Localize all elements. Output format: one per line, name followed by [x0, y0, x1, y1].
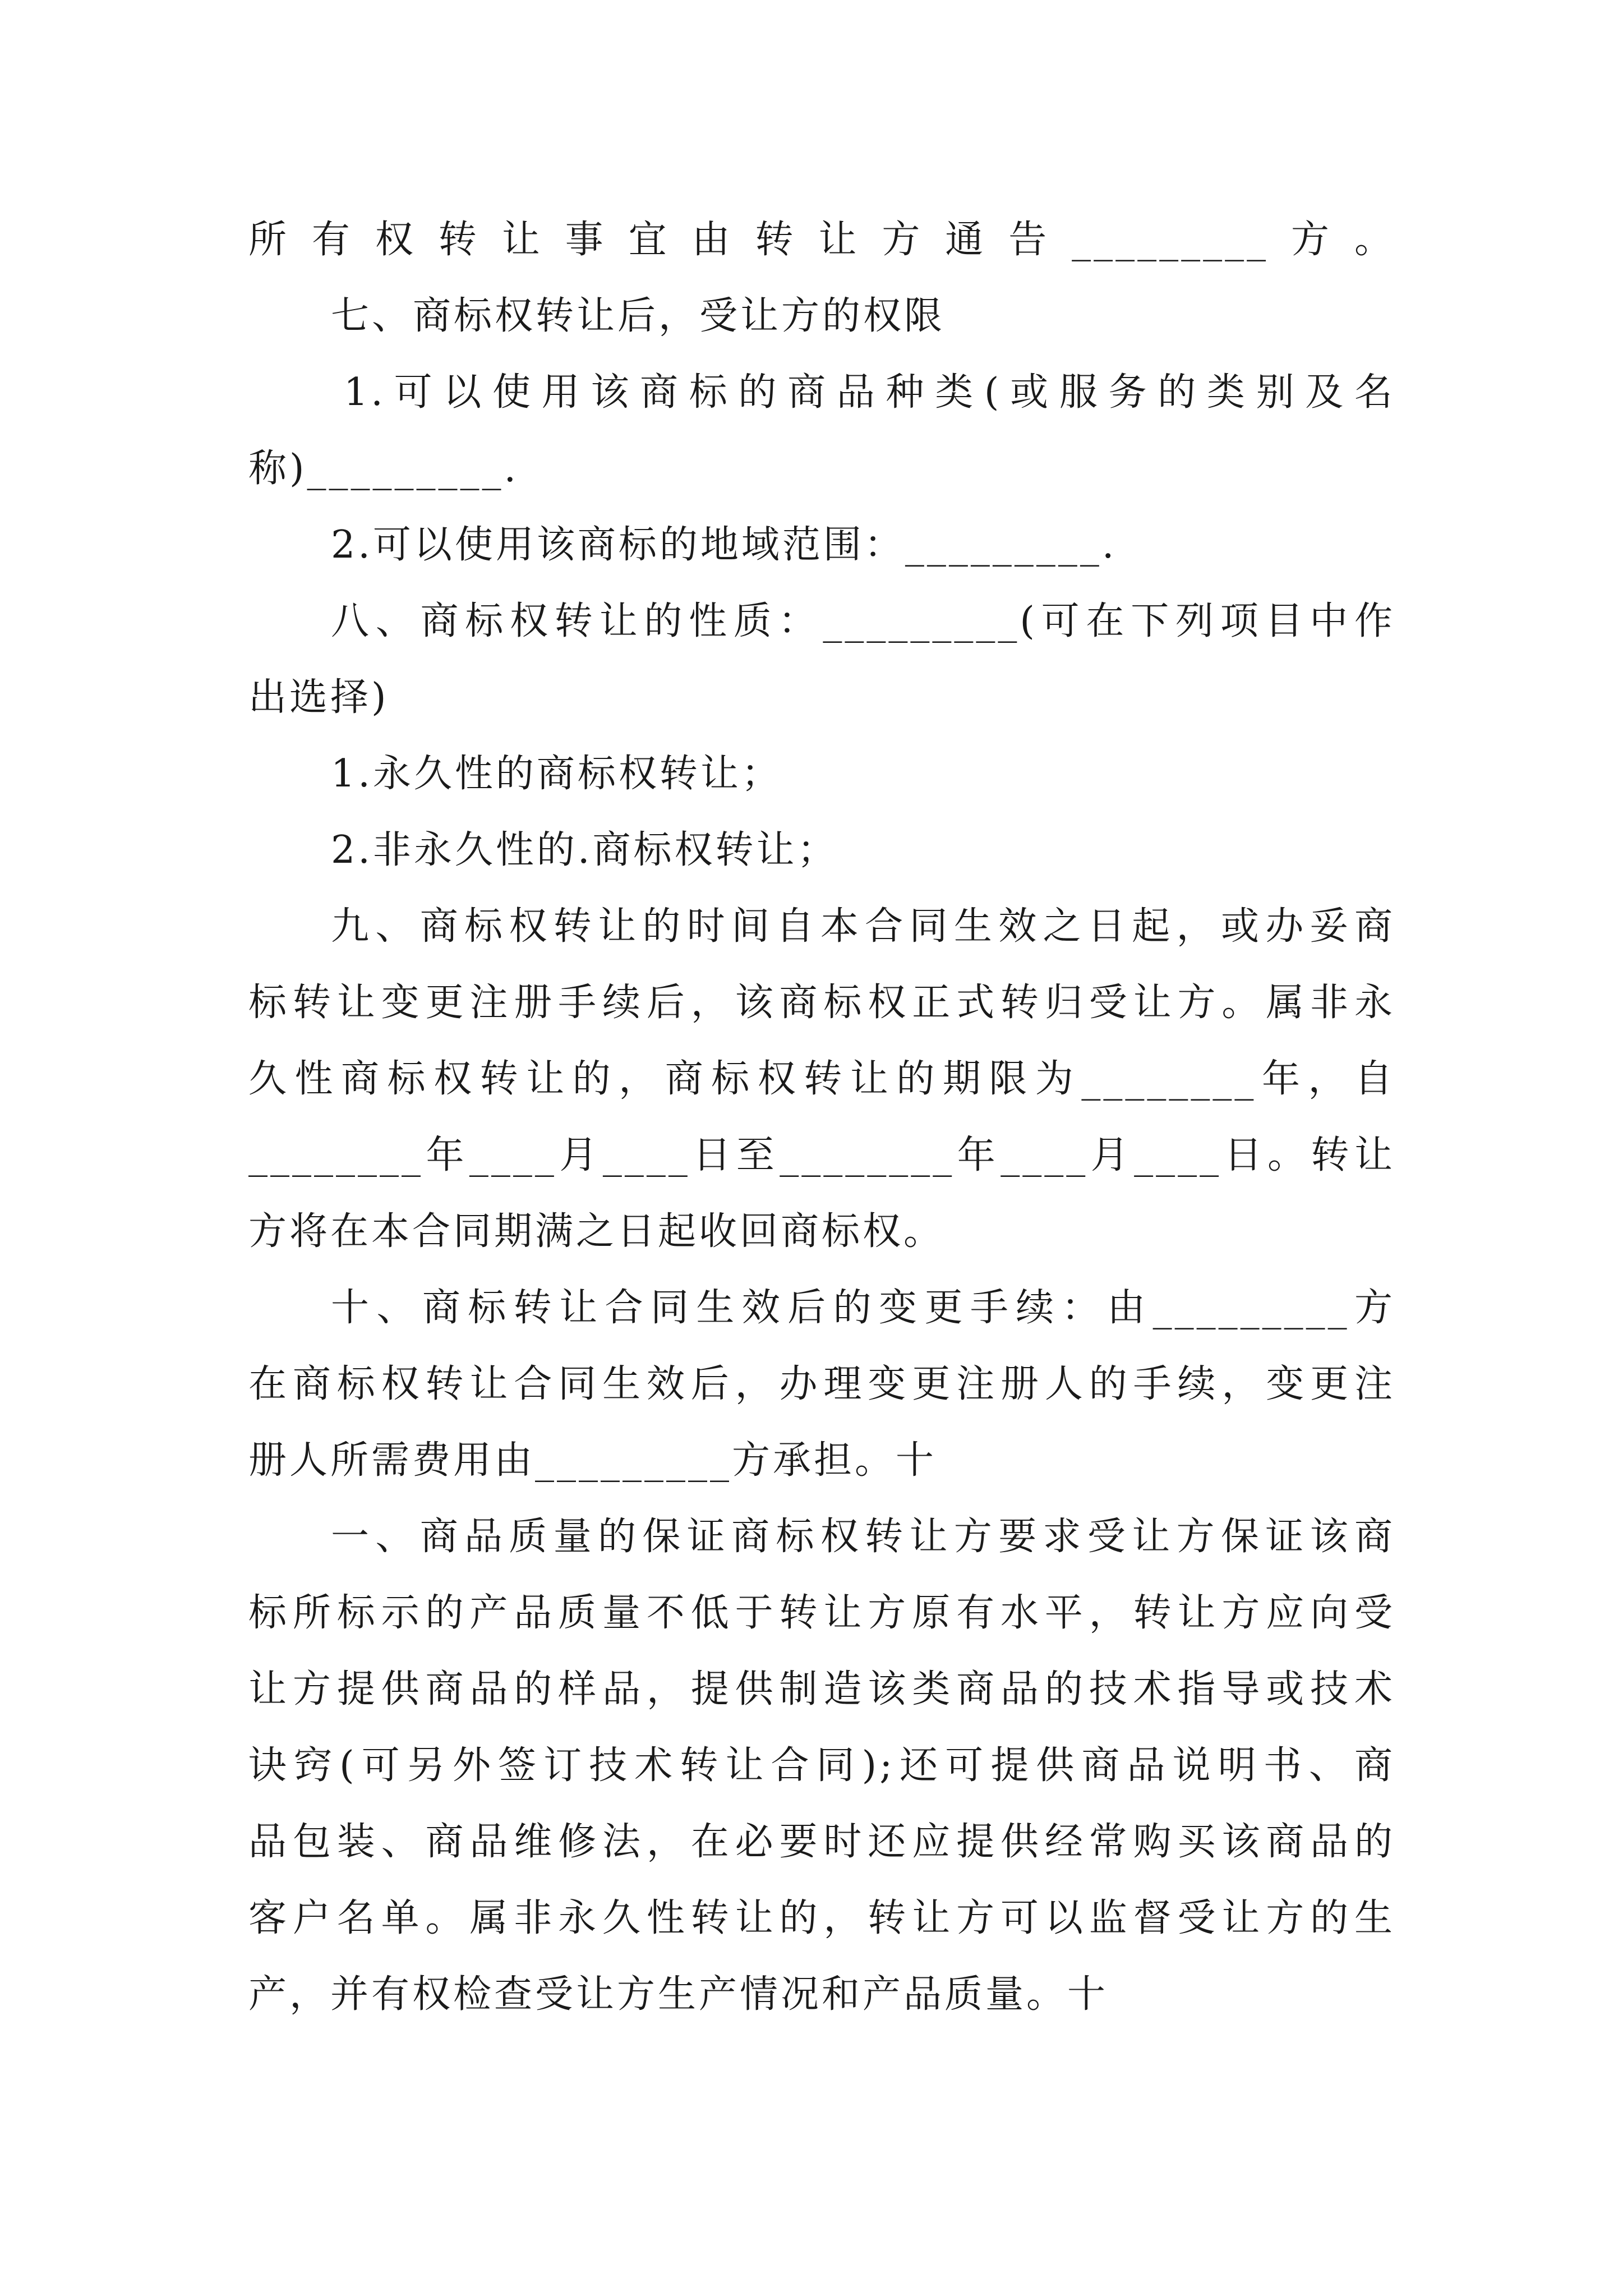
- list-item-line: 1.永久性的商标权转让；: [331, 752, 782, 796]
- list-item-line: 2.非永久性的.商标权转让；: [331, 828, 838, 872]
- body-line: 册人所需费用由_________方承担。十: [248, 1438, 937, 1483]
- body-line: 让方提供商品的样品，提供制造该类商品的技术指导或技术: [248, 1667, 1395, 1711]
- body-line: 产，并有权检查受让方生产情况和产品质量。十: [248, 1972, 1109, 2017]
- body-line: 称)_________.: [248, 447, 519, 491]
- list-item-line: 2.可以使用该商标的地域范围：_________.: [331, 523, 1117, 567]
- body-line: 所有权转让事宜由转让方通告_________方。: [248, 218, 1395, 262]
- body-line: 出选择): [248, 675, 389, 720]
- section-heading-10: 十、商标转让合同生效后的变更手续：由_________方: [331, 1286, 1395, 1330]
- section-heading-9: 九、商标权转让的时间自本合同生效之日起，或办妥商: [331, 904, 1395, 949]
- body-line: 久性商标权转让的，商标权转让的期限为________年，自: [248, 1057, 1395, 1101]
- body-line: 客户名单。属非永久性转让的，转让方可以监督受让方的生: [248, 1896, 1395, 1940]
- document-body: [248, 202, 1395, 2033]
- section-heading-8: 八、商标权转让的性质：_________(可在下列项目中作: [331, 599, 1395, 643]
- body-line: 方将在本合同期满之日起收回商标权。: [248, 1209, 945, 1254]
- body-line: ________年____月____日至________年____月____日。转让: [248, 1133, 1395, 1177]
- body-line: 诀窍(可另外签订技术转让合同);还可提供商品说明书、商: [248, 1743, 1395, 1788]
- body-line: 品包装、商品维修法，在必要时还应提供经常购买该商品的: [248, 1820, 1395, 1864]
- body-line: 标所标示的产品质量不低于转让方原有水平，转让方应向受: [248, 1591, 1395, 1635]
- list-item-line: 1.可以使用该商标的商品种类(或服务的类别及名: [344, 370, 1395, 415]
- body-line: 在商标权转让合同生效后，办理变更注册人的手续，变更注: [248, 1362, 1395, 1406]
- section-heading-11: 一、商品质量的保证商标权转让方要求受让方保证该商: [331, 1515, 1395, 1559]
- section-heading-7: 七、商标权转让后，受让方的权限: [331, 294, 946, 338]
- body-line: 标转让变更注册手续后，该商标权正式转归受让方。属非永: [248, 981, 1395, 1025]
